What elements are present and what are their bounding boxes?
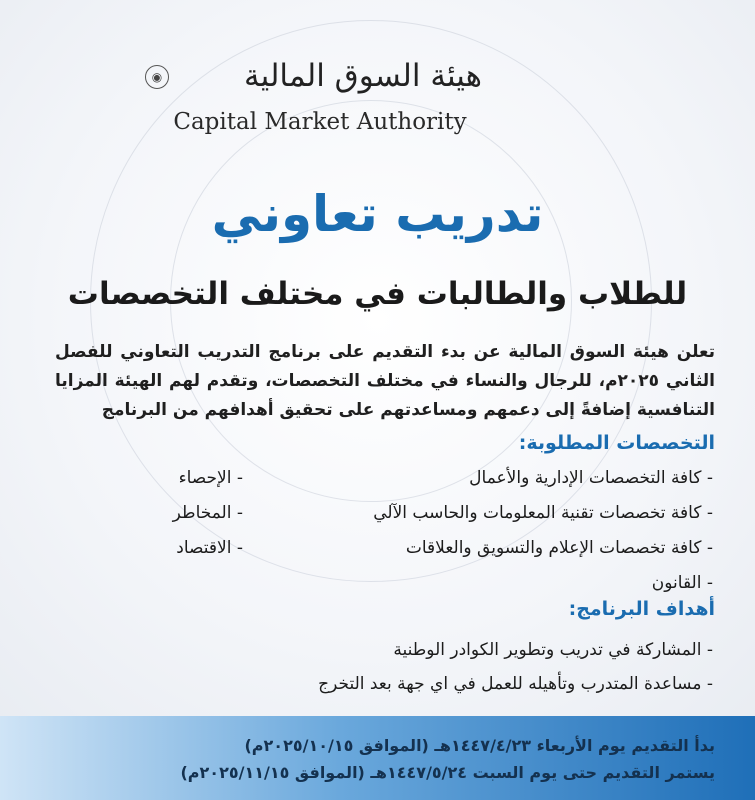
goal-item: - المشاركة في تدريب وتطوير الكوادر الوطنية xyxy=(393,640,713,660)
specialization-item: - القانون xyxy=(651,572,713,593)
application-end-date: يستمر التقديم حتى يوم السبت ١٤٤٧/٥/٢٤هـ (الموافق ٢٠٢٥/١١/١٥م) xyxy=(180,763,715,782)
specializations-list xyxy=(73,460,713,600)
specialization-item: - كافة التخصصات الإدارية والأعمال xyxy=(469,467,713,488)
logo-arabic-name: هيئة السوق المالية xyxy=(243,58,482,94)
specialization-item: - الاقتصاد xyxy=(176,537,243,558)
page-title: تدريب تعاوني xyxy=(211,185,544,243)
goals-heading: أهداف البرنامج: xyxy=(568,598,715,620)
emblem-icon: ◉ xyxy=(145,65,169,89)
page-subtitle: للطلاب والطالبات في مختلف التخصصات xyxy=(67,276,688,312)
specialization-item: - المخاطر xyxy=(172,502,243,523)
specialization-item: - الإحصاء xyxy=(178,467,243,488)
specialization-item: - كافة تخصصات الإعلام والتسويق والعلاقات xyxy=(405,537,713,558)
logo-english-name: Capital Market Authority xyxy=(173,109,467,135)
application-start-date: بدأ التقديم يوم الأربعاء ١٤٤٧/٤/٢٣هـ (الموافق ٢٠٢٥/١٠/١٥م) xyxy=(244,736,715,755)
intro-paragraph: تعلن هيئة السوق المالية عن بدء التقديم على برنامج التدريب التعاوني للفصل الثاني ٢٠٢٥م، للرجال والنساء في مختلف التخصصات، وتقدم لهم الهيئة المزايا التنافسية إضافةً إلى دعمهم ومساعدتهم على تحقيق أهدافهم من البرنامج xyxy=(55,342,715,420)
specializations-heading: التخصصات المطلوبة: xyxy=(518,432,715,454)
dates-banner xyxy=(0,716,755,800)
goal-item: - مساعدة المتدرب وتأهيله للعمل في اي جهة بعد التخرج xyxy=(318,674,713,694)
list-item xyxy=(73,460,713,495)
goals-list xyxy=(73,633,713,701)
list-item xyxy=(73,530,713,565)
list-item xyxy=(73,495,713,530)
specialization-item: - كافة تخصصات تقنية المعلومات والحاسب الآلي xyxy=(373,502,713,523)
list-item xyxy=(73,565,713,600)
